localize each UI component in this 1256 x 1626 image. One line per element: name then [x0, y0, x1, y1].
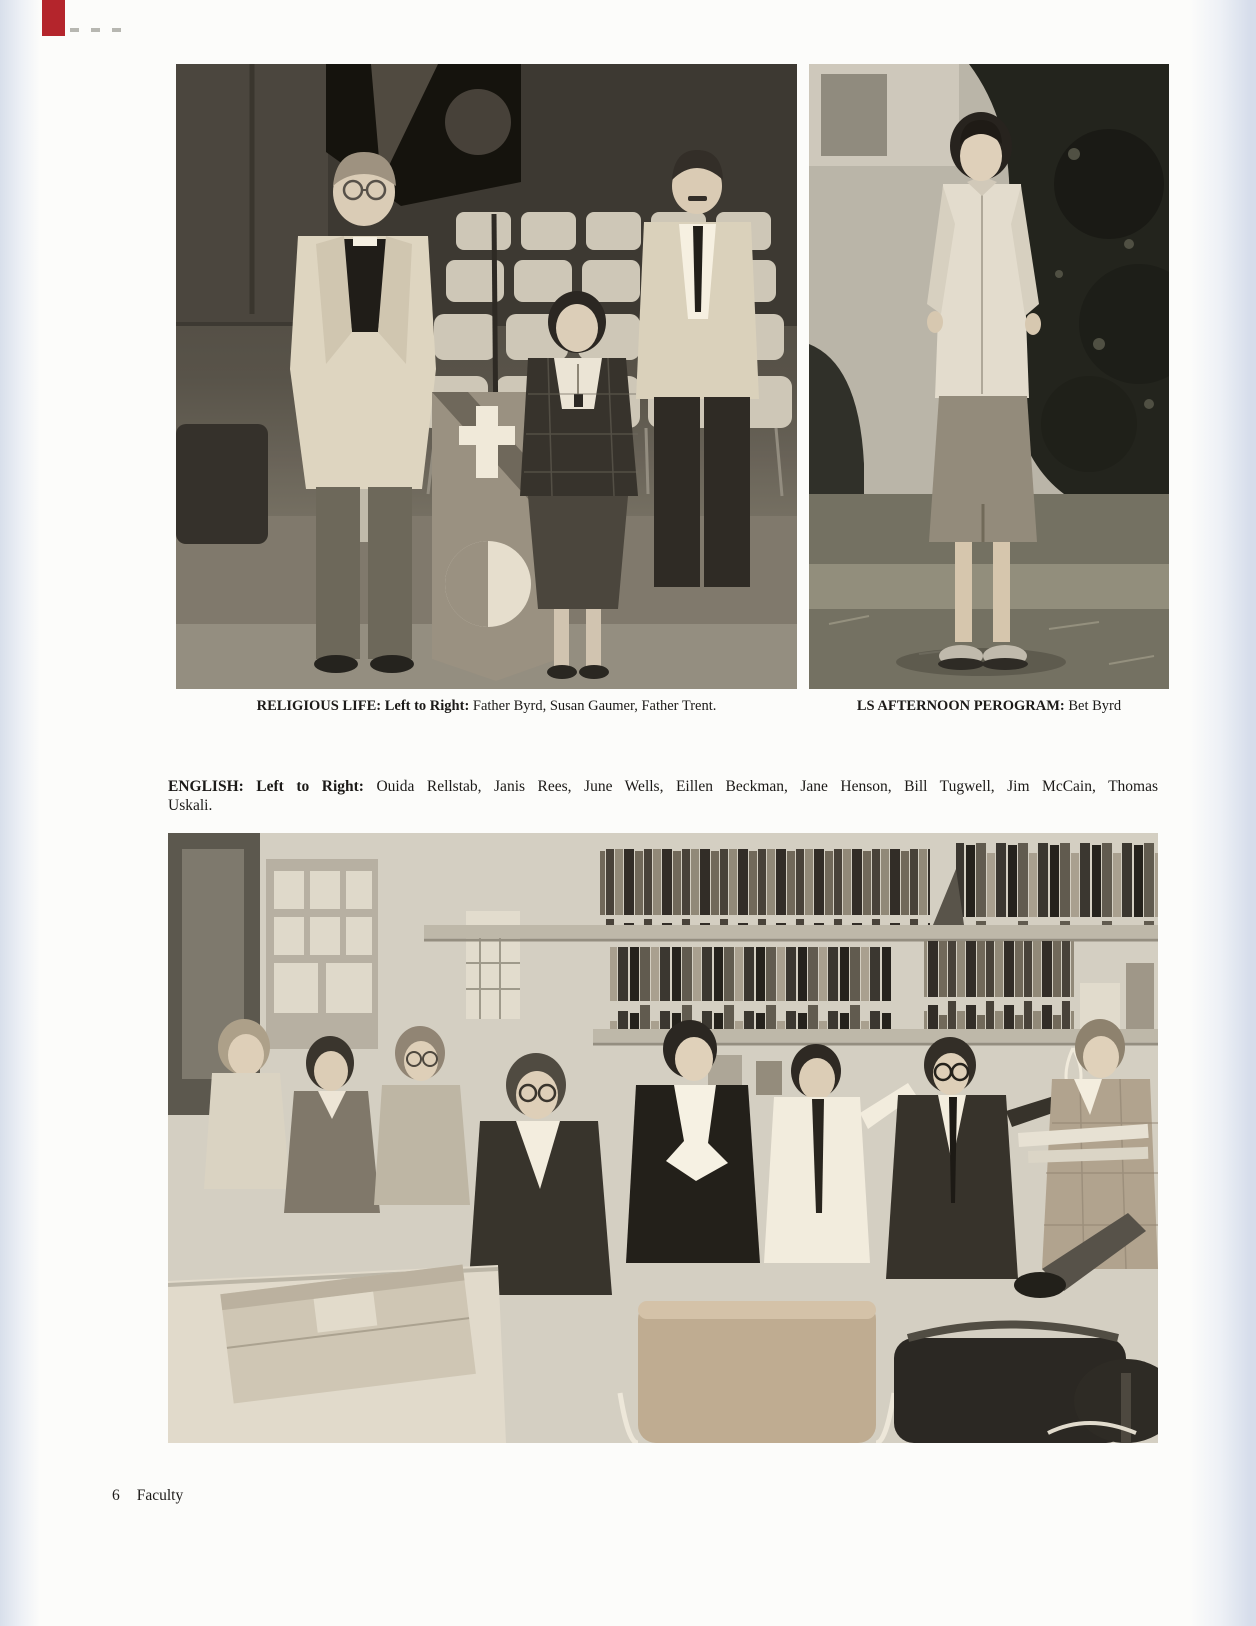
photo-ls-afternoon: [809, 64, 1169, 689]
scan-artifact-dashes: [70, 28, 130, 32]
caption-english-label: ENGLISH: Left to Right:: [168, 778, 364, 795]
caption-religious-life-names: Father Byrd, Susan Gaumer, Father Trent.: [472, 698, 717, 714]
page-number: 6: [112, 1487, 120, 1504]
caption-ls-afternoon: [809, 697, 1169, 715]
caption-english-line2: Uskali.: [168, 796, 213, 814]
caption-english-line1: [168, 778, 1158, 797]
section-label: Faculty: [136, 1487, 184, 1504]
photo-english-department-art: [168, 833, 1158, 1443]
photo-english-department: [168, 833, 1158, 1443]
caption-english-names: Ouida Rellstab, Janis Rees, June Wells, Eillen Beckman, Jane Henson, Bill Tugwell, Jim McCain, Thomas: [376, 778, 1159, 795]
photo-religious-life-art: [176, 64, 797, 689]
red-bookmark-tab: [42, 0, 65, 36]
caption-religious-life-label: RELIGIOUS LIFE: Left to Right:: [256, 698, 470, 714]
caption-ls-afternoon-label: LS AFTERNOON PEROGRAM:: [856, 698, 1065, 714]
photo-ls-afternoon-art: [809, 64, 1169, 689]
page-footer: [112, 1487, 183, 1505]
caption-ls-afternoon-names: Bet Byrd: [1068, 698, 1122, 714]
page-edge-shadow-left: [0, 0, 40, 1626]
caption-religious-life: [176, 697, 797, 715]
caption-english: [168, 778, 1158, 815]
page-edge-shadow-right: [1190, 0, 1256, 1626]
photo-religious-life: [176, 64, 797, 689]
